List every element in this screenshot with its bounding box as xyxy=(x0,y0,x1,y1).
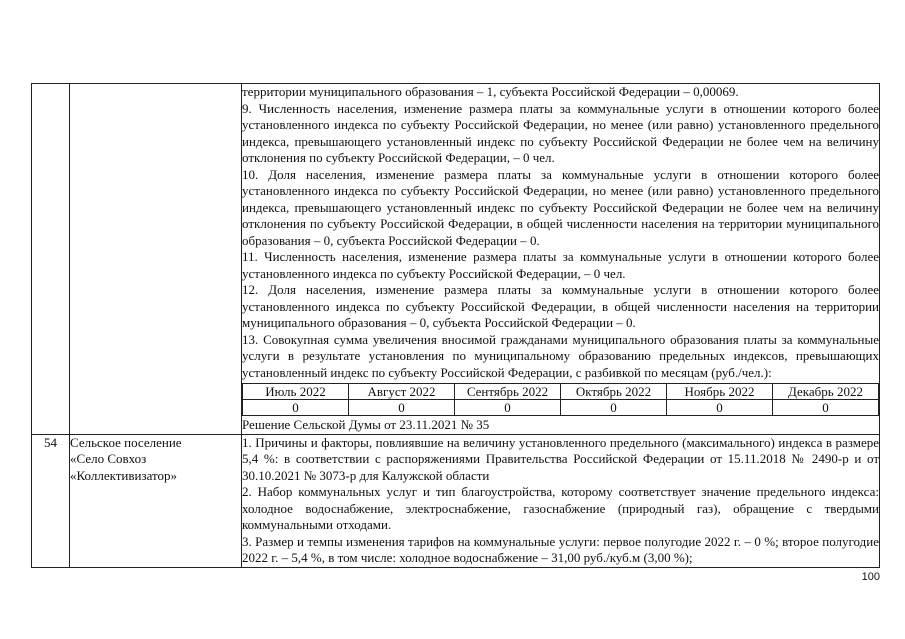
table-row xyxy=(32,84,880,435)
paragraph-1: 1. Причины и факторы, повлиявшие на величину установленного предельного (максимального) индекса в размере 5,4 %: в соответствии с распоряжениями Правительства Российской Федерации от 15.11.2018 № 2490-р и от 30.10.2021 № 3073-р для Калужской области xyxy=(242,434,879,483)
indicators-cell xyxy=(242,434,880,567)
paragraph-continuation: территории муниципального образования – 1, субъекта Российской Федерации – 0,00069. xyxy=(242,84,739,99)
month-value: 0 xyxy=(349,400,455,416)
municipal-indices-table xyxy=(31,83,880,568)
indicators-cell xyxy=(242,84,880,435)
month-header: Ноябрь 2022 xyxy=(667,384,773,400)
decision-reference: Решение Сельской Думы от 23.11.2021 № 35 xyxy=(242,417,490,432)
municipality-name-cell xyxy=(70,84,242,435)
month-header: Август 2022 xyxy=(349,384,455,400)
paragraph-2: 2. Набор коммунальных услуг и тип благоустройства, которому соответствует значение предельного индекса: холодное водоснабжение, электроснабжение, газоснабжение (природный газ), обращение с твердыми коммунальными отходами. xyxy=(242,484,879,532)
month-value-row xyxy=(243,400,879,416)
municipality-name-line: «Село Совхоз xyxy=(70,451,147,466)
month-value: 0 xyxy=(455,400,561,416)
paragraph-13: 13. Совокупная сумма увеличения вносимой гражданами муниципального образования платы за коммунальные услуги в результате установления по муниципальному образованию предельных индексов, превышающих установленный индекс по субъекту Российской Федерации, с разбивкой по месяцам (руб./чел.): xyxy=(242,331,879,380)
paragraph-12: 12. Доля населения, изменение размера платы за коммунальные услуги в отношении которого более установленного индекса по субъекту Российской Федерации, в общей численности населения на территории муниципального образования – 0, субъекта Российской Федерации – 0. xyxy=(242,282,879,330)
month-value: 0 xyxy=(561,400,667,416)
month-header-row xyxy=(243,384,879,400)
table-row xyxy=(32,434,880,567)
paragraph-10: 10. Доля населения, изменение размера платы за коммунальные услуги в отношении которого более установленного индекса по субъекту Российской Федерации, но менее (или равно) установленного предельного индекса, превышающего установленный индекс по субъекту Российской Федерации не более чем на величину отклонения по субъекту Российской Федерации, в общей численности населения на территории муниципального образования – 0, субъекта Российской Федерации – 0. xyxy=(242,166,879,248)
month-value: 0 xyxy=(773,400,879,416)
month-header: Декабрь 2022 xyxy=(773,384,879,400)
monthly-sum-table xyxy=(242,383,879,416)
municipality-name-line: «Коллективизатор» xyxy=(70,467,178,483)
month-header: Июль 2022 xyxy=(243,384,349,400)
page-number: 100 xyxy=(861,571,880,583)
row-number-cell xyxy=(32,84,70,435)
paragraph-9: 9. Численность населения, изменение размера платы за коммунальные услуги в отношении которого более установленного индекса по субъекту Российской Федерации, но менее (или равно) установленного предельного индекса, превышающего установленный индекс по субъекту Российской Федерации не более чем на величину отклонения по субъекту Российской Федерации, – 0 чел. xyxy=(242,100,879,165)
month-header: Октябрь 2022 xyxy=(561,384,667,400)
month-value: 0 xyxy=(667,400,773,416)
municipality-name-line: Сельское поселение xyxy=(70,434,182,450)
row-number-cell: 54 xyxy=(32,434,70,567)
paragraph-3: 3. Размер и темпы изменения тарифов на коммунальные услуги: первое полугодие 2022 г. – 0 %; второе полугодие 2022 г. – 5,4 %, в том числе: холодное водоснабжение – 31,00 руб./куб.м (3,00 %); xyxy=(242,533,879,565)
municipality-name-cell xyxy=(70,434,242,567)
month-header: Сентябрь 2022 xyxy=(455,384,561,400)
month-value: 0 xyxy=(243,400,349,416)
paragraph-11: 11. Численность населения, изменение размера платы за коммунальные услуги в отношении которого более установленного индекса по субъекту Российской Федерации, – 0 чел. xyxy=(242,249,879,281)
